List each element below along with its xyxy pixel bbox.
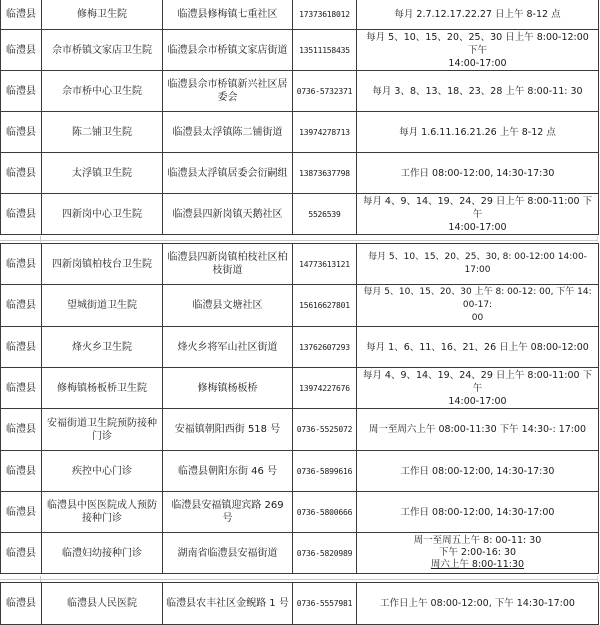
clinic-name-cell: 佘市桥中心卫生院 (42, 71, 163, 112)
clinic-name-cell: 望城街道卫生院 (42, 285, 163, 327)
phone-cell: 17373618012 (293, 0, 357, 30)
county-cell: 临澧县 (1, 583, 42, 625)
schedule-line: 周一至周五上午 8: 00-11: 30 (413, 535, 542, 546)
county-cell: 临澧县 (1, 112, 42, 153)
schedule-line: 工作日 08:00-12:00, 14:30-17:30 (400, 167, 555, 179)
page-break-separator (0, 236, 600, 243)
county-cell: 临澧县 (1, 409, 42, 451)
address-cell: 临澧县文塘社区 (163, 285, 293, 327)
address-cell: 修梅镇杨板桥 (163, 368, 293, 409)
address-cell: 临澧县四新岗镇柏枝社区柏枝街道 (163, 244, 293, 285)
clinic-name-cell: 佘市桥镇文家店卫生院 (42, 30, 163, 71)
county-cell: 临澧县 (1, 30, 42, 71)
table-row (1, 194, 599, 235)
address-cell: 烽火乡将军山社区街道 (163, 327, 293, 368)
schedule-cell (357, 327, 599, 368)
phone-cell: 0736-5800666 (293, 492, 357, 533)
schedule-line: 每月 3、8、13、18、23、28 上午 8:00-11: 30 (372, 85, 583, 97)
address-cell: 安福镇朝阳西街 518 号 (163, 409, 293, 451)
table-row (1, 368, 599, 409)
county-cell: 临澧县 (1, 194, 42, 235)
clinic-name-cell: 临澧妇幼接种门诊 (42, 533, 163, 574)
clinic-name-cell: 烽火乡卫生院 (42, 327, 163, 368)
county-cell: 临澧县 (1, 71, 42, 112)
schedule-line: 14:00-17:00 (448, 395, 507, 407)
phone-cell: 0736-5899616 (293, 451, 357, 492)
phone-cell: 0736-5820989 (293, 533, 357, 574)
schedule-cell (357, 533, 599, 574)
phone-cell: 13873637798 (293, 153, 357, 194)
phone-cell: 15616627801 (293, 285, 357, 327)
county-cell: 临澧县 (1, 451, 42, 492)
clinic-name-cell: 安福街道卫生院预防接种门诊 (42, 409, 163, 451)
schedule-cell (357, 194, 599, 235)
county-cell: 临澧县 (1, 153, 42, 194)
address-cell: 临澧县安福镇迎宾路 269 号 (163, 492, 293, 533)
county-cell: 临澧县 (1, 327, 42, 368)
address-cell: 临澧县太浮镇陈二铺街道 (163, 112, 293, 153)
schedule-line: 工作日上午 08:00-12:00, 下午 14:30-17:00 (380, 598, 575, 609)
clinic-name-cell: 临澧县人民医院 (42, 583, 163, 625)
clinic-name-cell: 陈二铺卫生院 (42, 112, 163, 153)
schedule-cell (357, 492, 599, 533)
schedule-line: 周六上午 8:00-11:30 (430, 559, 525, 570)
schedule-cell (357, 112, 599, 153)
schedule-cell (357, 451, 599, 492)
table-block-1 (0, 0, 598, 235)
table-row (1, 285, 599, 327)
clinic-name-cell: 四新岗镇柏枝台卫生院 (42, 244, 163, 285)
county-cell: 临澧县 (1, 285, 42, 327)
clinic-table-3 (0, 582, 599, 625)
phone-cell: 14773613121 (293, 244, 357, 285)
clinic-table-2 (0, 243, 599, 574)
schedule-line: 工作日 08:00-12:00, 14:30-17:30 (400, 465, 555, 477)
schedule-cell (357, 30, 599, 71)
address-cell: 临澧县修梅镇七重社区 (163, 0, 293, 30)
schedule-line: 每月 2.7.12.17.22.27 日上午 8-12 点 (394, 9, 561, 20)
schedule-line: 每月 4、9、14、19、24、29 日上午 8:00-11:00 下午 (362, 195, 593, 220)
schedule-line: 每月 1、6、11、16、21、26 日上午 08:00-12:00 (366, 341, 589, 353)
table-row (1, 0, 599, 30)
table-row (1, 492, 599, 533)
table-row (1, 409, 599, 451)
table-row (1, 30, 599, 71)
address-cell: 临澧县佘市桥镇新兴社区居委会 (163, 71, 293, 112)
county-cell: 临澧县 (1, 368, 42, 409)
schedule-cell (357, 368, 599, 409)
address-cell: 临澧县农丰社区金鲵路 1 号 (163, 583, 293, 625)
clinic-name-cell: 修梅镇杨板桥卫生院 (42, 368, 163, 409)
county-cell: 临澧县 (1, 533, 42, 574)
schedule-line: 每月 5、10、15、20、25、30, 8: 00-12:00 14:00-17:00 (368, 252, 587, 275)
address-cell: 临澧县太浮镇居委会衍嗣组 (163, 153, 293, 194)
address-cell: 临澧县佘市桥镇文家店街道 (163, 30, 293, 71)
phone-cell: 13762607293 (293, 327, 357, 368)
phone-cell: 0736-5557981 (293, 583, 357, 625)
table-row (1, 451, 599, 492)
schedule-line: 每月 1.6.11.16.21.26 上午 8-12 点 (399, 126, 556, 138)
phone-cell: 13974278713 (293, 112, 357, 153)
schedule-line: 14:00-17:00 (448, 221, 507, 233)
separator-line (0, 579, 598, 580)
table-row (1, 112, 599, 153)
table-row (1, 244, 599, 285)
clinic-name-cell: 修梅卫生院 (42, 0, 163, 30)
table-block-2 (0, 243, 598, 574)
phone-cell: 0736-5525072 (293, 409, 357, 451)
table-row (1, 153, 599, 194)
table-row (1, 327, 599, 368)
schedule-cell (357, 244, 599, 285)
schedule-line: 下午 2:00-16: 30 (438, 547, 517, 558)
schedule-cell (357, 285, 599, 327)
schedule-cell (357, 153, 599, 194)
schedule-cell (357, 71, 599, 112)
schedule-line: 00 (471, 313, 484, 323)
clinic-name-cell: 临澧县中医医院成人预防接种门诊 (42, 492, 163, 533)
schedule-line: 周一至周六上午 08:00-11:30 下午 14:30-: 17:00 (368, 424, 587, 435)
address-cell: 湖南省临澧县安福街道 (163, 533, 293, 574)
table-block-3 (0, 582, 598, 625)
schedule-line: 每月 4、9、14、19、24、29 日上午 8:00-11:00 下午 (362, 369, 593, 394)
separator-line (0, 240, 598, 241)
clinic-name-cell: 四新岗中心卫生院 (42, 194, 163, 235)
county-cell: 临澧县 (1, 492, 42, 533)
address-cell: 临澧县朝阳东街 46 号 (163, 451, 293, 492)
schedule-line: 每月 5、10、15、20、25、30 日上午 8:00-12:00 下午 (366, 31, 589, 56)
schedule-line: 工作日 08:00-12:00, 14:30-17:00 (400, 506, 555, 518)
schedule-cell (357, 409, 599, 451)
table-row (1, 71, 599, 112)
schedule-line: 每月 5、10、15、20、30 上午 8: 00-12: 00, 下午 14: 00-17: (363, 287, 592, 310)
phone-cell: 0736-5732371 (293, 71, 357, 112)
schedule-cell (357, 583, 599, 625)
phone-cell: 13511158435 (293, 30, 357, 71)
county-cell: 临澧县 (1, 244, 42, 285)
schedule-line: 14:00-17:00 (448, 57, 507, 69)
clinic-name-cell: 太浮镇卫生院 (42, 153, 163, 194)
separator-tick (597, 236, 598, 242)
table-row (1, 583, 599, 625)
table-row (1, 533, 599, 574)
address-cell: 临澧县四新岗镇天鹅社区 (163, 194, 293, 235)
phone-cell: 13974227676 (293, 368, 357, 409)
phone-cell: 5526539 (293, 194, 357, 235)
separator-tick (40, 236, 41, 242)
county-cell: 临澧县 (1, 0, 42, 30)
clinic-table-1 (0, 0, 599, 235)
clinic-name-cell: 疾控中心门诊 (42, 451, 163, 492)
schedule-cell (357, 0, 599, 30)
